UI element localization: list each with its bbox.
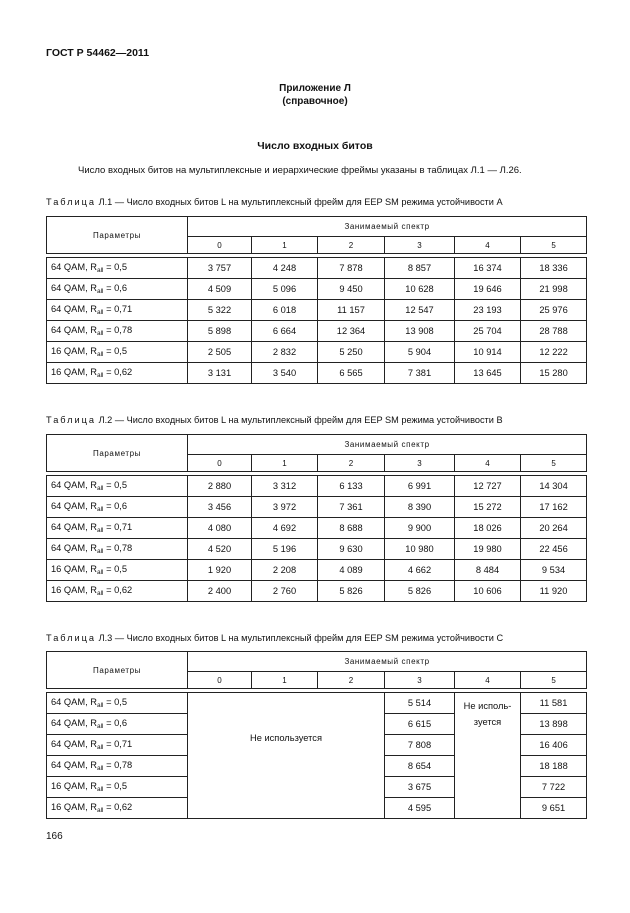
row-label	[47, 777, 188, 798]
label-suffix: = 0,6	[103, 718, 128, 728]
label-suffix: = 0,5	[103, 480, 128, 490]
caption-prefix: Таблица	[46, 415, 97, 425]
data-table-3	[46, 651, 587, 819]
label-suffix: = 0,62	[103, 585, 133, 595]
label-suffix: = 0,71	[103, 522, 133, 532]
spectrum-header: Занимаемый спектр	[188, 217, 587, 237]
appendix-title: Приложение Л	[279, 83, 351, 94]
column-header: 5	[521, 672, 587, 689]
label-prefix: 64 QAM, R	[51, 760, 97, 770]
value-cell: 4 509	[188, 279, 252, 300]
column-header: 2	[318, 672, 385, 689]
value-cell: 2 760	[252, 581, 318, 602]
label-subscript: all	[96, 723, 104, 730]
value-cell: 10 606	[455, 581, 521, 602]
value-cell: 5 196	[252, 539, 318, 560]
label-prefix: 16 QAM, R	[51, 367, 97, 377]
value-cell: 6 018	[252, 300, 318, 321]
label-prefix: 64 QAM, R	[51, 480, 97, 490]
data-table-1	[46, 216, 587, 384]
label-subscript: all	[96, 569, 104, 576]
value-cell: 11 920	[521, 581, 587, 602]
label-suffix: = 0,71	[103, 304, 133, 314]
value-cell: 19 980	[455, 539, 521, 560]
value-cell: 7 808	[385, 735, 455, 756]
value-cell: 7 722	[521, 777, 587, 798]
row-label	[47, 798, 188, 819]
label-prefix: 16 QAM, R	[51, 564, 97, 574]
value-cell: 12 222	[521, 342, 587, 363]
row-label	[47, 714, 188, 735]
row-label	[47, 693, 188, 714]
label-suffix: = 0,6	[103, 501, 128, 511]
row-label	[47, 321, 188, 342]
value-cell: 20 264	[521, 518, 587, 539]
label-prefix: 16 QAM, R	[51, 802, 97, 812]
caption-prefix: Таблица	[46, 197, 97, 207]
label-subscript: all	[96, 330, 104, 337]
value-cell: 3 540	[252, 363, 318, 384]
label-prefix: 64 QAM, R	[51, 283, 97, 293]
header-row	[47, 217, 587, 237]
label-suffix: = 0,62	[103, 367, 133, 377]
label-prefix: 64 QAM, R	[51, 697, 97, 707]
value-cell: 12 727	[455, 476, 521, 497]
label-prefix: 64 QAM, R	[51, 522, 97, 532]
value-cell: 21 998	[521, 279, 587, 300]
column-header: 3	[385, 672, 455, 689]
table-row	[47, 279, 587, 300]
row-label	[47, 756, 188, 777]
column-header: 2	[318, 455, 385, 472]
column-header: 0	[188, 455, 252, 472]
row-label	[47, 497, 188, 518]
column-header: 1	[252, 455, 318, 472]
value-cell: 5 826	[385, 581, 455, 602]
data-table-2	[46, 434, 587, 602]
table-caption-1	[46, 197, 503, 207]
label-subscript: all	[96, 288, 104, 295]
value-cell: 3 972	[252, 497, 318, 518]
value-cell: 17 162	[521, 497, 587, 518]
value-cell: 10 914	[455, 342, 521, 363]
value-cell: 5 322	[188, 300, 252, 321]
value-cell: 3 456	[188, 497, 252, 518]
page-number: 166	[46, 831, 63, 842]
label-prefix: 64 QAM, R	[51, 739, 97, 749]
value-cell: 25 976	[521, 300, 587, 321]
document-header: ГОСТ Р 54462—2011	[46, 47, 150, 59]
value-cell: 9 630	[318, 539, 385, 560]
row-label	[47, 518, 188, 539]
value-cell: 16 406	[521, 735, 587, 756]
column-header: 3	[385, 455, 455, 472]
row-label	[47, 258, 188, 279]
value-cell: 13 898	[521, 714, 587, 735]
column-header: 5	[521, 455, 587, 472]
label-subscript: all	[96, 807, 104, 814]
value-cell: 5 096	[252, 279, 318, 300]
label-subscript: all	[96, 506, 104, 513]
value-cell: 3 312	[252, 476, 318, 497]
value-cell: 9 651	[521, 798, 587, 819]
label-suffix: = 0,5	[103, 564, 128, 574]
column-header: 0	[188, 237, 252, 254]
value-cell: 6 565	[318, 363, 385, 384]
label-subscript: all	[96, 590, 104, 597]
value-cell: 23 193	[455, 300, 521, 321]
label-prefix: 16 QAM, R	[51, 781, 97, 791]
column-header: 1	[252, 237, 318, 254]
label-subscript: all	[96, 485, 104, 492]
header-row	[47, 652, 587, 672]
spectrum-header: Занимаемый спектр	[188, 435, 587, 455]
label-suffix: = 0,5	[103, 781, 128, 791]
caption-text: Л.3 — Число входных битов L на мультиплексный фрейм для EEP SM режима устойчивости C	[96, 633, 504, 643]
value-cell: 8 857	[385, 258, 455, 279]
value-cell: 10 628	[385, 279, 455, 300]
value-cell: 13 908	[385, 321, 455, 342]
label-suffix: = 0,6	[103, 283, 128, 293]
value-cell: 15 272	[455, 497, 521, 518]
table-row	[47, 321, 587, 342]
row-label	[47, 279, 188, 300]
label-suffix: = 0,78	[103, 325, 133, 335]
value-cell: 5 250	[318, 342, 385, 363]
label-prefix: 64 QAM, R	[51, 543, 97, 553]
row-label	[47, 560, 188, 581]
table-row	[47, 476, 587, 497]
value-cell: 2 880	[188, 476, 252, 497]
value-cell: 3 675	[385, 777, 455, 798]
header-row	[47, 435, 587, 455]
column-header: 0	[188, 672, 252, 689]
value-cell: 4 662	[385, 560, 455, 581]
label-subscript: all	[96, 765, 104, 772]
value-cell: 3 131	[188, 363, 252, 384]
params-header: Параметры	[47, 652, 188, 689]
value-cell: 5 898	[188, 321, 252, 342]
label-suffix: = 0,78	[103, 760, 133, 770]
table-row	[47, 581, 587, 602]
table-row	[47, 363, 587, 384]
row-label	[47, 342, 188, 363]
row-label	[47, 581, 188, 602]
table-row	[47, 560, 587, 581]
value-cell: 4 248	[252, 258, 318, 279]
row-label	[47, 300, 188, 321]
value-cell: 10 980	[385, 539, 455, 560]
value-cell: 6 615	[385, 714, 455, 735]
intro-paragraph: Число входных битов на мультиплексные и иерархические фреймы указаны в таблицах Л.1 — Л.26.	[78, 165, 522, 176]
params-header: Параметры	[47, 435, 188, 472]
value-cell: 15 280	[521, 363, 587, 384]
label-prefix: 64 QAM, R	[51, 325, 97, 335]
value-cell: 2 832	[252, 342, 318, 363]
table-row	[47, 693, 587, 714]
row-label	[47, 735, 188, 756]
table-row	[47, 539, 587, 560]
label-subscript: all	[96, 744, 104, 751]
table-row	[47, 497, 587, 518]
value-cell: 7 361	[318, 497, 385, 518]
value-cell: 9 450	[318, 279, 385, 300]
column-header: 1	[252, 672, 318, 689]
value-cell: 14 304	[521, 476, 587, 497]
value-cell: 25 704	[455, 321, 521, 342]
value-cell: 16 374	[455, 258, 521, 279]
caption-text: Л.1 — Число входных битов L на мультиплексный фрейм для EEP SM режима устойчивости A	[96, 197, 503, 207]
label-prefix: 64 QAM, R	[51, 501, 97, 511]
label-subscript: all	[96, 786, 104, 793]
value-cell: 5 826	[318, 581, 385, 602]
row-label	[47, 539, 188, 560]
table-row	[47, 342, 587, 363]
column-header: 4	[455, 455, 521, 472]
value-cell: 1 920	[188, 560, 252, 581]
table-row	[47, 300, 587, 321]
row-label	[47, 363, 188, 384]
value-cell: 28 788	[521, 321, 587, 342]
label-subscript: all	[96, 702, 104, 709]
label-suffix: = 0,5	[103, 697, 128, 707]
value-cell: 13 645	[455, 363, 521, 384]
not-used-cell-0-2: Не используется	[188, 693, 385, 819]
value-cell: 8 654	[385, 756, 455, 777]
value-cell: 4 692	[252, 518, 318, 539]
column-header: 3	[385, 237, 455, 254]
value-cell: 5 514	[385, 693, 455, 714]
value-cell: 9 900	[385, 518, 455, 539]
table-row	[47, 258, 587, 279]
label-subscript: all	[96, 351, 104, 358]
value-cell: 12 364	[318, 321, 385, 342]
value-cell: 2 208	[252, 560, 318, 581]
label-suffix: = 0,78	[103, 543, 133, 553]
label-subscript: all	[96, 309, 104, 316]
section-title: Число входных битов	[257, 140, 373, 152]
label-suffix: = 0,5	[103, 262, 128, 272]
label-prefix: 16 QAM, R	[51, 346, 97, 356]
params-header: Параметры	[47, 217, 188, 254]
value-cell: 4 089	[318, 560, 385, 581]
value-cell: 18 336	[521, 258, 587, 279]
label-subscript: all	[96, 527, 104, 534]
value-cell: 18 188	[521, 756, 587, 777]
column-header: 5	[521, 237, 587, 254]
table-caption-2	[46, 415, 503, 425]
value-cell: 12 547	[385, 300, 455, 321]
label-suffix: = 0,62	[103, 802, 133, 812]
value-cell: 4 080	[188, 518, 252, 539]
value-cell: 3 757	[188, 258, 252, 279]
value-cell: 18 026	[455, 518, 521, 539]
table-caption-3	[46, 633, 503, 643]
label-subscript: all	[96, 548, 104, 555]
label-prefix: 64 QAM, R	[51, 718, 97, 728]
value-cell: 11 581	[521, 693, 587, 714]
column-header: 4	[455, 237, 521, 254]
value-cell: 11 157	[318, 300, 385, 321]
value-cell: 6 664	[252, 321, 318, 342]
caption-text: Л.2 — Число входных битов L на мультиплексный фрейм для EEP SM режима устойчивости B	[96, 415, 503, 425]
value-cell: 19 646	[455, 279, 521, 300]
value-cell: 5 904	[385, 342, 455, 363]
caption-prefix: Таблица	[46, 633, 97, 643]
value-cell: 9 534	[521, 560, 587, 581]
value-cell: 4 595	[385, 798, 455, 819]
label-subscript: all	[96, 267, 104, 274]
value-cell: 6 991	[385, 476, 455, 497]
label-prefix: 64 QAM, R	[51, 304, 97, 314]
spectrum-header: Занимаемый спектр	[188, 652, 587, 672]
value-cell: 7 878	[318, 258, 385, 279]
label-prefix: 16 QAM, R	[51, 585, 97, 595]
column-header: 2	[318, 237, 385, 254]
column-header: 4	[455, 672, 521, 689]
value-cell: 8 688	[318, 518, 385, 539]
value-cell: 2 505	[188, 342, 252, 363]
value-cell: 6 133	[318, 476, 385, 497]
row-label	[47, 476, 188, 497]
value-cell: 8 484	[455, 560, 521, 581]
label-subscript: all	[96, 372, 104, 379]
value-cell: 4 520	[188, 539, 252, 560]
value-cell: 7 381	[385, 363, 455, 384]
appendix-subtitle: (справочное)	[282, 96, 348, 107]
value-cell: 2 400	[188, 581, 252, 602]
label-prefix: 64 QAM, R	[51, 262, 97, 272]
label-suffix: = 0,71	[103, 739, 133, 749]
appendix-heading	[0, 82, 630, 108]
value-cell: 22 456	[521, 539, 587, 560]
table-row	[47, 518, 587, 539]
not-used-cell-4: Не исполь- зуется	[455, 693, 521, 819]
value-cell: 8 390	[385, 497, 455, 518]
label-suffix: = 0,5	[103, 346, 128, 356]
